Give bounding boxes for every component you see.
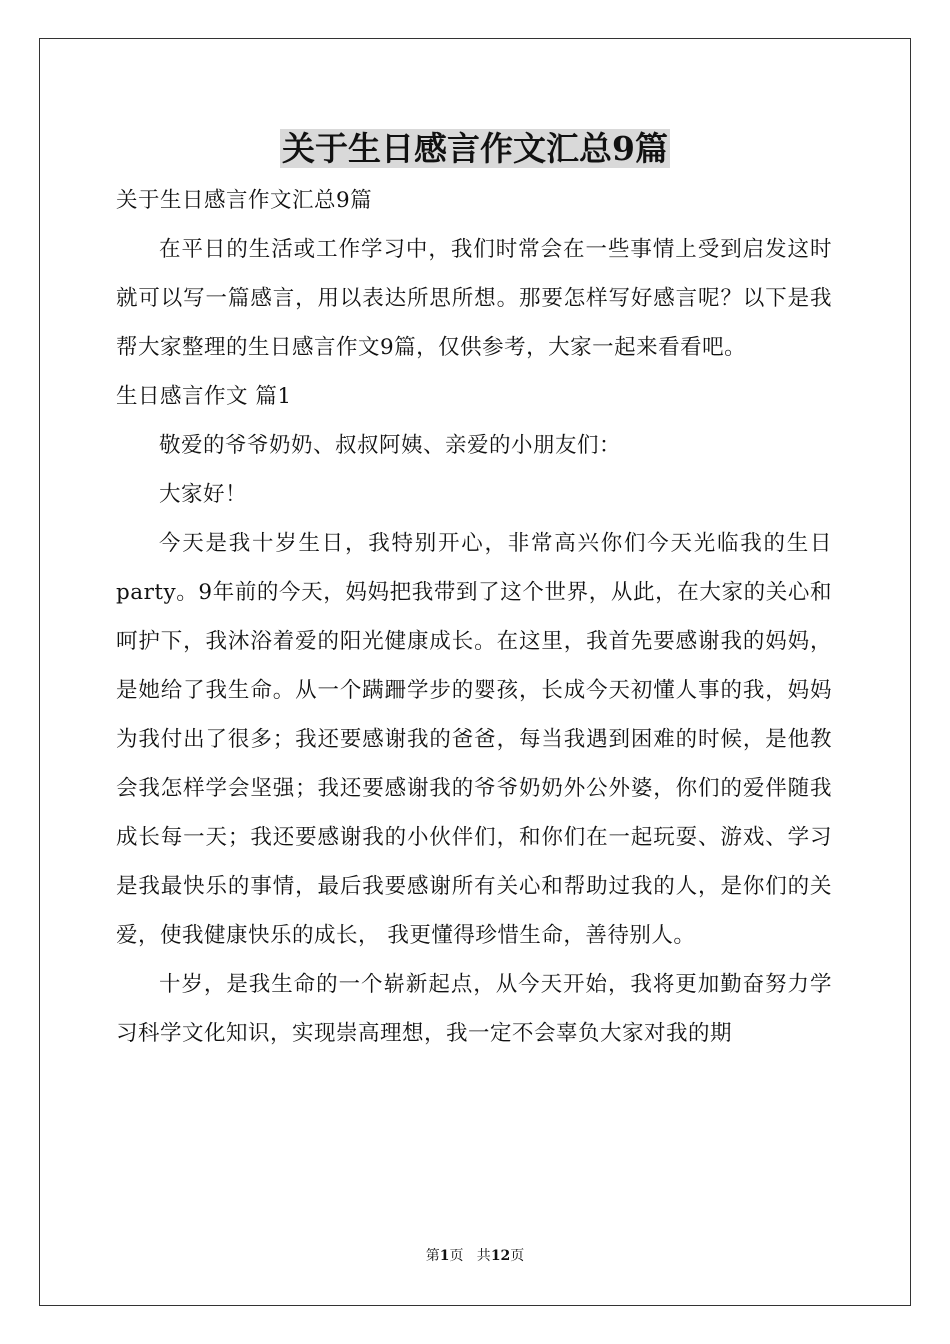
document-title-text: 关于生日感言作文汇总9篇 bbox=[282, 129, 668, 168]
paragraph-body: 今天是我十岁生日，我特别开心，非常高兴你们今天光临我的生日party。9年前的今天，妈妈把我带到了这个世界，从此，在大家的关心和呵护下，我沐浴着爱的阳光健康成长。在这里，我首先要感谢我的妈妈，是她给了我生命。从一个蹒跚学步的婴孩，长成今天初懂人事的我，妈妈为我付出了很多；我还要感谢我的爸爸，每当我遇到困难的时候，是他教会我怎样学会坚强；我还要感谢我的爷爷奶奶外公外婆，你们的爱伴随我成长每一天；我还要感谢我的小伙伴们，和你们在一起玩耍、游戏、学习是我最快乐的事情，最后我要感谢所有关心和帮助过我的人，是你们的关爱，使我健康快乐的成长， 我更懂得珍惜生命，善待别人。 bbox=[116, 531, 832, 948]
footer-mid: 页 共 bbox=[449, 1248, 491, 1264]
paragraph-subtitle: 关于生日感言作文汇总9篇 bbox=[116, 188, 373, 213]
footer-suffix: 页 bbox=[510, 1248, 525, 1264]
paragraph-hello: 大家好！ bbox=[159, 482, 248, 507]
document-title bbox=[0, 128, 950, 170]
footer-total-pages: 12 bbox=[490, 1248, 511, 1264]
paragraph-greeting: 敬爱的爷爷奶奶、叔叔阿姨、亲爱的小朋友们： bbox=[159, 433, 622, 458]
page-footer bbox=[0, 1247, 950, 1265]
footer-prefix: 第 bbox=[425, 1248, 440, 1264]
document-body bbox=[116, 176, 832, 1058]
section-heading: 生日感言作文 篇1 bbox=[116, 384, 292, 409]
paragraph-continuation: 十岁，是我生命的一个崭新起点，从今天开始，我将更加勤奋努力学习科学文化知识，实现崇高理想，我一定不会辜负大家对我的期 bbox=[116, 972, 832, 1046]
paragraph-intro: 在平日的生活或工作学习中，我们时常会在一些事情上受到启发这时就可以写一篇感言，用以表达所思所想。那要怎样写好感言呢？以下是我帮大家整理的生日感言作文9篇，仅供参考，大家一起来看看吧。 bbox=[116, 237, 832, 360]
footer-current-page: 1 bbox=[439, 1248, 450, 1264]
